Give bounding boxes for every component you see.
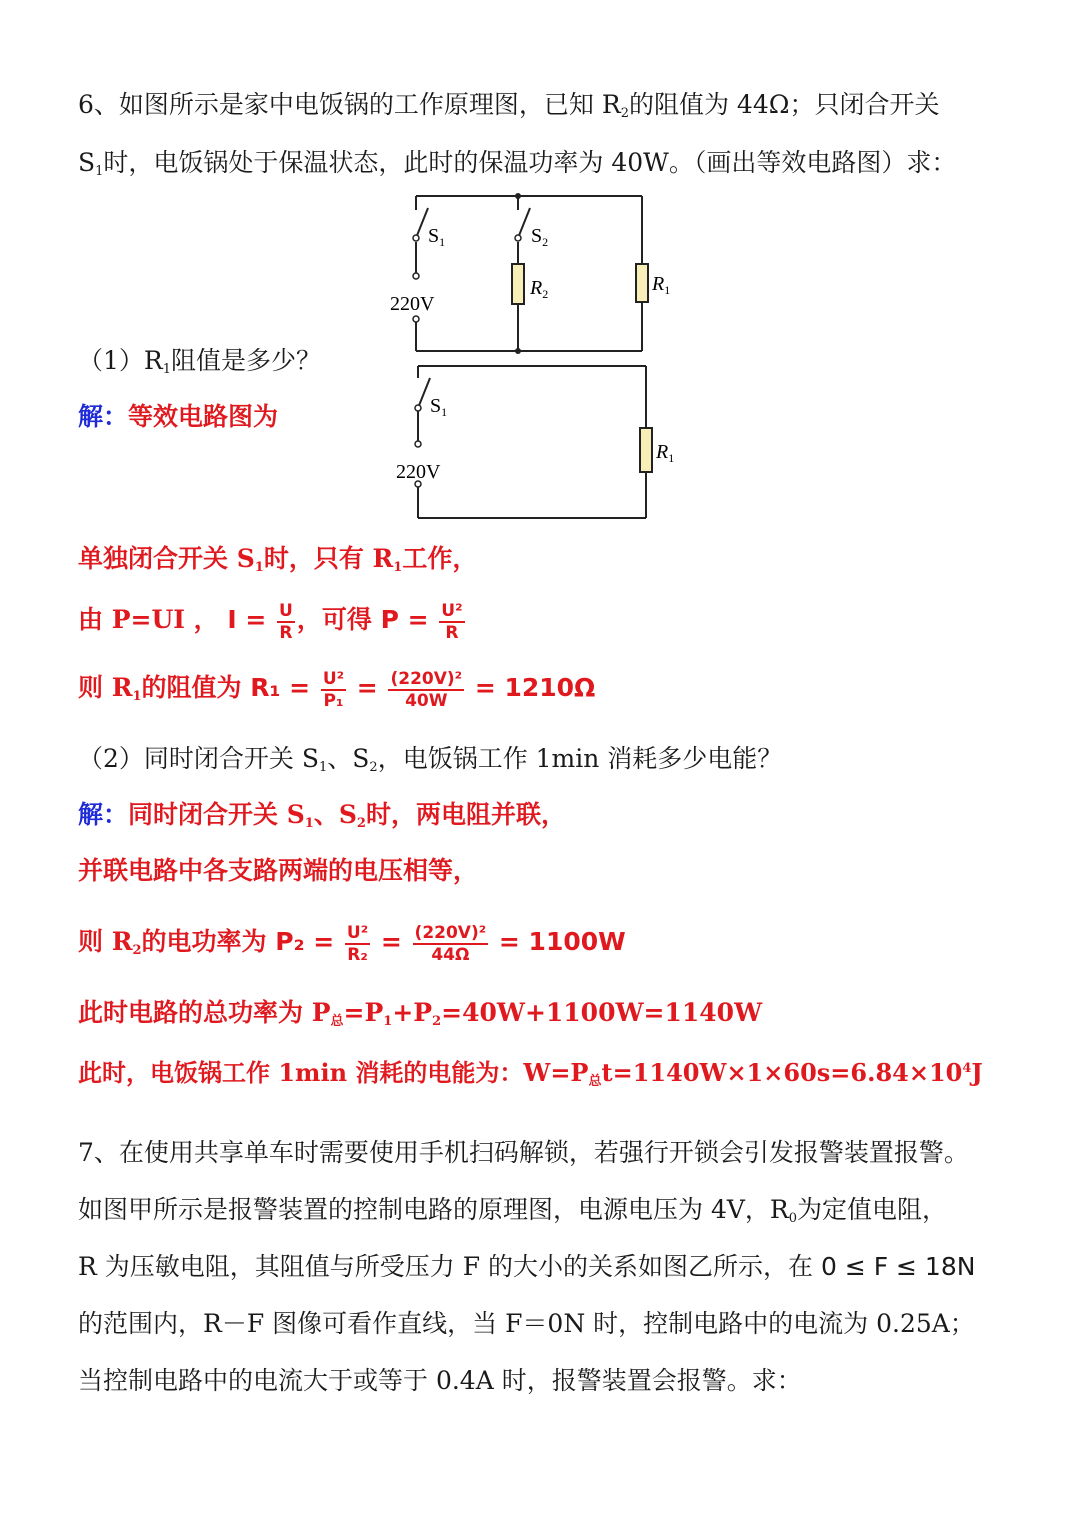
- q6-intro-line1: 6、如图所示是家中电饭锅的工作原理图，已知 $R_2$的阻值为 44Ω；只闭合开关: [78, 90, 940, 121]
- switch-s2-lever: [518, 208, 530, 238]
- q6-solution2-line1: 解：同时闭合开关 $S_1$、$S_2$时，两电阻并联，: [78, 800, 566, 831]
- q7-line5: 当控制电路中的电流大于或等于 0.4A 时，报警装置会报警。求：: [78, 1366, 802, 1395]
- q6-intro-line2: $S_1$时，电饭锅处于保温状态，此时的保温功率为 40W。（画出等效电路图）求：: [78, 148, 957, 179]
- q6-solution1-line3: 则 $R_1$的阻值为 R₁ = $\frac{\text{U²}}{\text{P₁}}$ = $\frac{\text{(220V)²}}{40W}$ = 1210Ω: [78, 668, 596, 711]
- q6-part2: （2）同时闭合开关 $S_1$、$S_2$，电饭锅工作 1min 消耗多少电能？: [78, 744, 783, 775]
- resistor-r1: [636, 264, 648, 302]
- q6-solution1-line1: 单独闭合开关 $S_1$时，只有 $R_1$工作，: [78, 544, 478, 575]
- q6-solution1-line2: 由 P=UI ， I = $\frac{U}{R}$ ，可得 P = $\frac{\text{U²}}{R}$: [78, 600, 463, 643]
- q6-solution2-line3: 则 $R_2$的电功率为 P₂ = $\frac{\text{U²}}{\text{R₂}}$ = $\frac{\text{(220V)²}}{44\Omega}$ = 1100W: [78, 922, 626, 965]
- resistor-r2: [512, 264, 524, 304]
- q6-solution2-line4: 此时电路的总功率为 $P_总=P_1+P_2=40W+1100W=1140W$: [78, 998, 763, 1029]
- fraction-i: $\frac{U}{R}$: [279, 600, 293, 643]
- label-s1-eq: $S_1$: [430, 395, 448, 419]
- q7-line3: R 为压敏电阻，其阻值与所受压力 F 的大小的关系如图乙所示，在 0 ≤ F ≤ 18N: [78, 1252, 976, 1281]
- label-s2: $S_2$: [531, 225, 549, 249]
- q7-line2: 如图甲所示是报警装置的控制电路的原理图，电源电压为 4V，$R_0$为定值电阻，: [78, 1195, 948, 1226]
- switch-s1-lever: [416, 208, 428, 238]
- q7-line1: 7、在使用共享单车时需要使用手机扫码解锁，若强行开锁会引发报警装置报警。: [78, 1138, 969, 1167]
- fraction-p2-a: $\frac{\text{U²}}{\text{R₂}}$: [346, 922, 369, 965]
- switch-s1-lever-eq: [418, 378, 430, 408]
- label-r2: $R_2$: [530, 277, 549, 301]
- q6-solution2-line5: 此时，电饭锅工作 1min 消耗的电能为：$W=P_总t=1140W\times 1\times 60s=6.84\times 10^4J$: [78, 1058, 983, 1089]
- q6-solution2-line2: 并联电路中各支路两端的电压相等，: [78, 856, 479, 885]
- label-r1-eq: $R_1$: [656, 441, 675, 465]
- q6-solution1-head: 解：等效电路图为: [78, 402, 279, 431]
- label-voltage: 220V: [390, 293, 435, 315]
- fraction-p2-b: $\frac{\text{(220V)²}}{44\Omega}$: [414, 922, 487, 965]
- resistor-r1-eq: [640, 428, 652, 472]
- label-s1: $S_1$: [428, 225, 446, 249]
- fraction-r1-a: $\frac{\text{U²}}{\text{P₁}}$: [322, 668, 345, 711]
- fraction-p: $\frac{\text{U²}}{R}$: [441, 600, 463, 643]
- q6-part1: $(1)R_1$阻值是多少？: [78, 346, 322, 377]
- q7-line4: 的范围内，R－F 图像可看作直线，当 F＝0N 时，控制电路中的电流为 0.25A；: [78, 1309, 975, 1338]
- label-r1: $R_1$: [652, 273, 671, 297]
- circuit-diagram-full: [380, 186, 680, 358]
- fraction-r1-b: $\frac{\text{(220V)²}}{40W}$: [390, 668, 463, 711]
- circuit-diagram-equivalent: [380, 360, 680, 526]
- label-voltage-eq: 220V: [396, 461, 441, 483]
